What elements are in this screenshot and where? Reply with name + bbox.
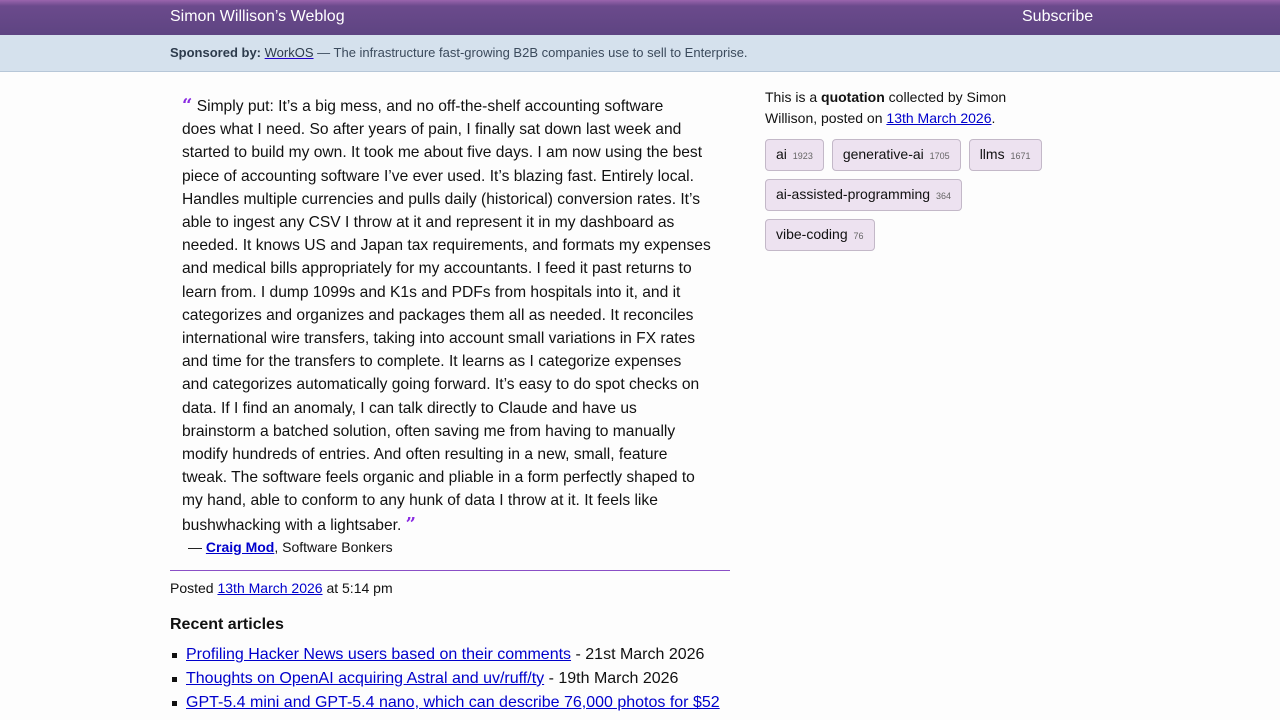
- tag-count: 1671: [1010, 151, 1031, 161]
- recent-article-link[interactable]: Profiling Hacker News users based on their comments: [186, 645, 572, 663]
- meta-text: .: [991, 110, 996, 126]
- tag-llms[interactable]: [969, 139, 1042, 171]
- recent-article-item: [170, 643, 730, 667]
- recent-article-date: - 21st March 2026: [571, 645, 705, 663]
- quote-line: [182, 327, 730, 350]
- quote-line-text: does what I need. So after years of pain, I finally sat down last week and: [182, 121, 682, 139]
- quote-line: [182, 211, 730, 234]
- quote-line-text: Handles multiple currencies and pulls daily (historical) conversion rates. It’s: [182, 190, 700, 208]
- meta-text: collected by Simon Willison, posted on: [765, 89, 1007, 126]
- quote-line-text: international wire transfers, taking into account small variations in FX rates: [182, 330, 696, 348]
- divider: [170, 570, 730, 571]
- tag-list: [765, 139, 1055, 251]
- quote-line-text: able to ingest any CSV I throw at it and represent it in my dashboard as: [182, 214, 675, 232]
- site-title-link[interactable]: Simon Willison’s Weblog: [170, 8, 345, 25]
- tag-count: 1923: [792, 151, 813, 161]
- quote-line: [182, 281, 730, 304]
- tag-vibe-coding[interactable]: [765, 219, 875, 251]
- quote-line-text: and medical bills appropriately for my accountants. I feed it past returns to: [182, 260, 692, 278]
- meta-bold: quotation: [821, 89, 885, 105]
- site-header: [0, 0, 1280, 35]
- subscribe-link[interactable]: Subscribe: [1022, 8, 1094, 25]
- quote-line: [182, 304, 730, 327]
- tag-name: llms: [979, 146, 1005, 162]
- recent-article-link[interactable]: GPT-5.4 mini and GPT-5.4 nano, which can describe 76,000 photos for $52: [186, 693, 720, 711]
- quote-line-text: started to build my own. It took me about five days. I am now using the best: [182, 144, 703, 162]
- main-content: [170, 94, 730, 715]
- tag-name: vibe-coding: [776, 226, 848, 242]
- quote-line: [182, 141, 730, 164]
- quote-line: [182, 420, 730, 443]
- quote-line-text: categorizes and organizes and packages them all as needed. It reconciles: [182, 306, 694, 324]
- meta-text: This is a: [765, 89, 822, 105]
- quote-line-text: my hand, able to conform to any hunk of data I throw at it. It feels like: [182, 492, 658, 510]
- tag-count: 76: [853, 231, 864, 241]
- sidebar: [765, 87, 1045, 251]
- sidebar-date-link[interactable]: 13th March 2026: [886, 110, 992, 126]
- recent-articles-heading: Recent articles: [170, 615, 284, 633]
- recent-article-date: - 19th March 2026: [544, 669, 679, 687]
- quote-line-text: piece of accounting software I’ve ever used. It’s blazing fast. Entirely local.: [182, 167, 694, 185]
- quote-line: [182, 118, 730, 141]
- tag-name: ai-assisted-programming: [776, 186, 931, 202]
- quote-line-text: Simply put: It’s a big mess, and no off-the-shelf accounting software: [196, 98, 664, 115]
- dash: —: [188, 538, 206, 555]
- tag-ai-assisted-programming[interactable]: [765, 179, 962, 211]
- posted-line: [170, 580, 730, 596]
- source-text: , Software Bonkers: [274, 538, 393, 555]
- recent-articles-list: [170, 643, 730, 715]
- posted-prefix: Posted: [170, 579, 218, 596]
- quote-line-text: modify hundreds of entries. And often resulting in a new, small, feature: [182, 446, 668, 464]
- quote-citation: [188, 539, 730, 555]
- quote-line: [182, 466, 730, 489]
- quote-line-text: bushwhacking with a lightsaber.: [182, 516, 402, 534]
- quote-line-text: and categorizes automatically going forward. It’s easy to do spot checks on: [182, 376, 700, 394]
- tag-name: ai: [776, 146, 787, 162]
- sponsor-link[interactable]: WorkOS: [264, 45, 314, 60]
- quote-line: [182, 350, 730, 373]
- tag-generative-ai[interactable]: [832, 139, 961, 171]
- quote-line: [182, 489, 730, 512]
- tag-count: 1705: [929, 151, 950, 161]
- tag-count: 364: [935, 191, 951, 201]
- open-quote-icon: “: [182, 95, 193, 116]
- quote-line-text: tweak. The software feels organic and pliable in a form perfectly shaped to: [182, 469, 695, 487]
- posted-date-link[interactable]: 13th March 2026: [217, 579, 323, 596]
- close-quote-icon: ”: [405, 513, 417, 535]
- sponsor-text: — The infrastructure fast-growing B2B companies use to sell to Enterprise.: [313, 45, 748, 60]
- quote-line-text: and time for the transfers to complete. It learns as I categorize expenses: [182, 353, 682, 371]
- quote-line: [182, 373, 730, 396]
- quotation-meta: [765, 87, 1045, 129]
- quote-line: [182, 443, 730, 466]
- author-link[interactable]: Craig Mod: [205, 538, 275, 555]
- sponsor-banner: [0, 35, 1280, 72]
- quote-line: [182, 257, 730, 280]
- posted-time: at 5:14 pm: [322, 579, 393, 596]
- quote-line-text: needed. It knows US and Japan tax requirements, and formats my expenses: [182, 237, 711, 255]
- quote-line: [182, 513, 730, 537]
- quote-line-text: data. If I find an anomaly, I can talk directly to Claude and have us: [182, 399, 637, 417]
- tag-ai[interactable]: [765, 139, 824, 171]
- recent-article-link[interactable]: Thoughts on OpenAI acquiring Astral and uv/ruff/ty: [186, 669, 545, 687]
- tag-name: generative-ai: [842, 146, 924, 162]
- quotation: [170, 94, 730, 537]
- quote-line: [182, 188, 730, 211]
- sponsor-label: Sponsored by:: [170, 45, 262, 60]
- quote-line: [182, 234, 730, 257]
- recent-article-item: [170, 691, 730, 715]
- quote-line: [182, 397, 730, 420]
- quote-line: [182, 165, 730, 188]
- quote-line-text: brainstorm a batched solution, often saving me from having to manually: [182, 422, 676, 440]
- quote-line: [182, 94, 730, 118]
- recent-article-item: [170, 667, 730, 691]
- quote-line-text: learn from. I dump 1099s and K1s and PDFs from hospitals into it, and it: [182, 283, 681, 301]
